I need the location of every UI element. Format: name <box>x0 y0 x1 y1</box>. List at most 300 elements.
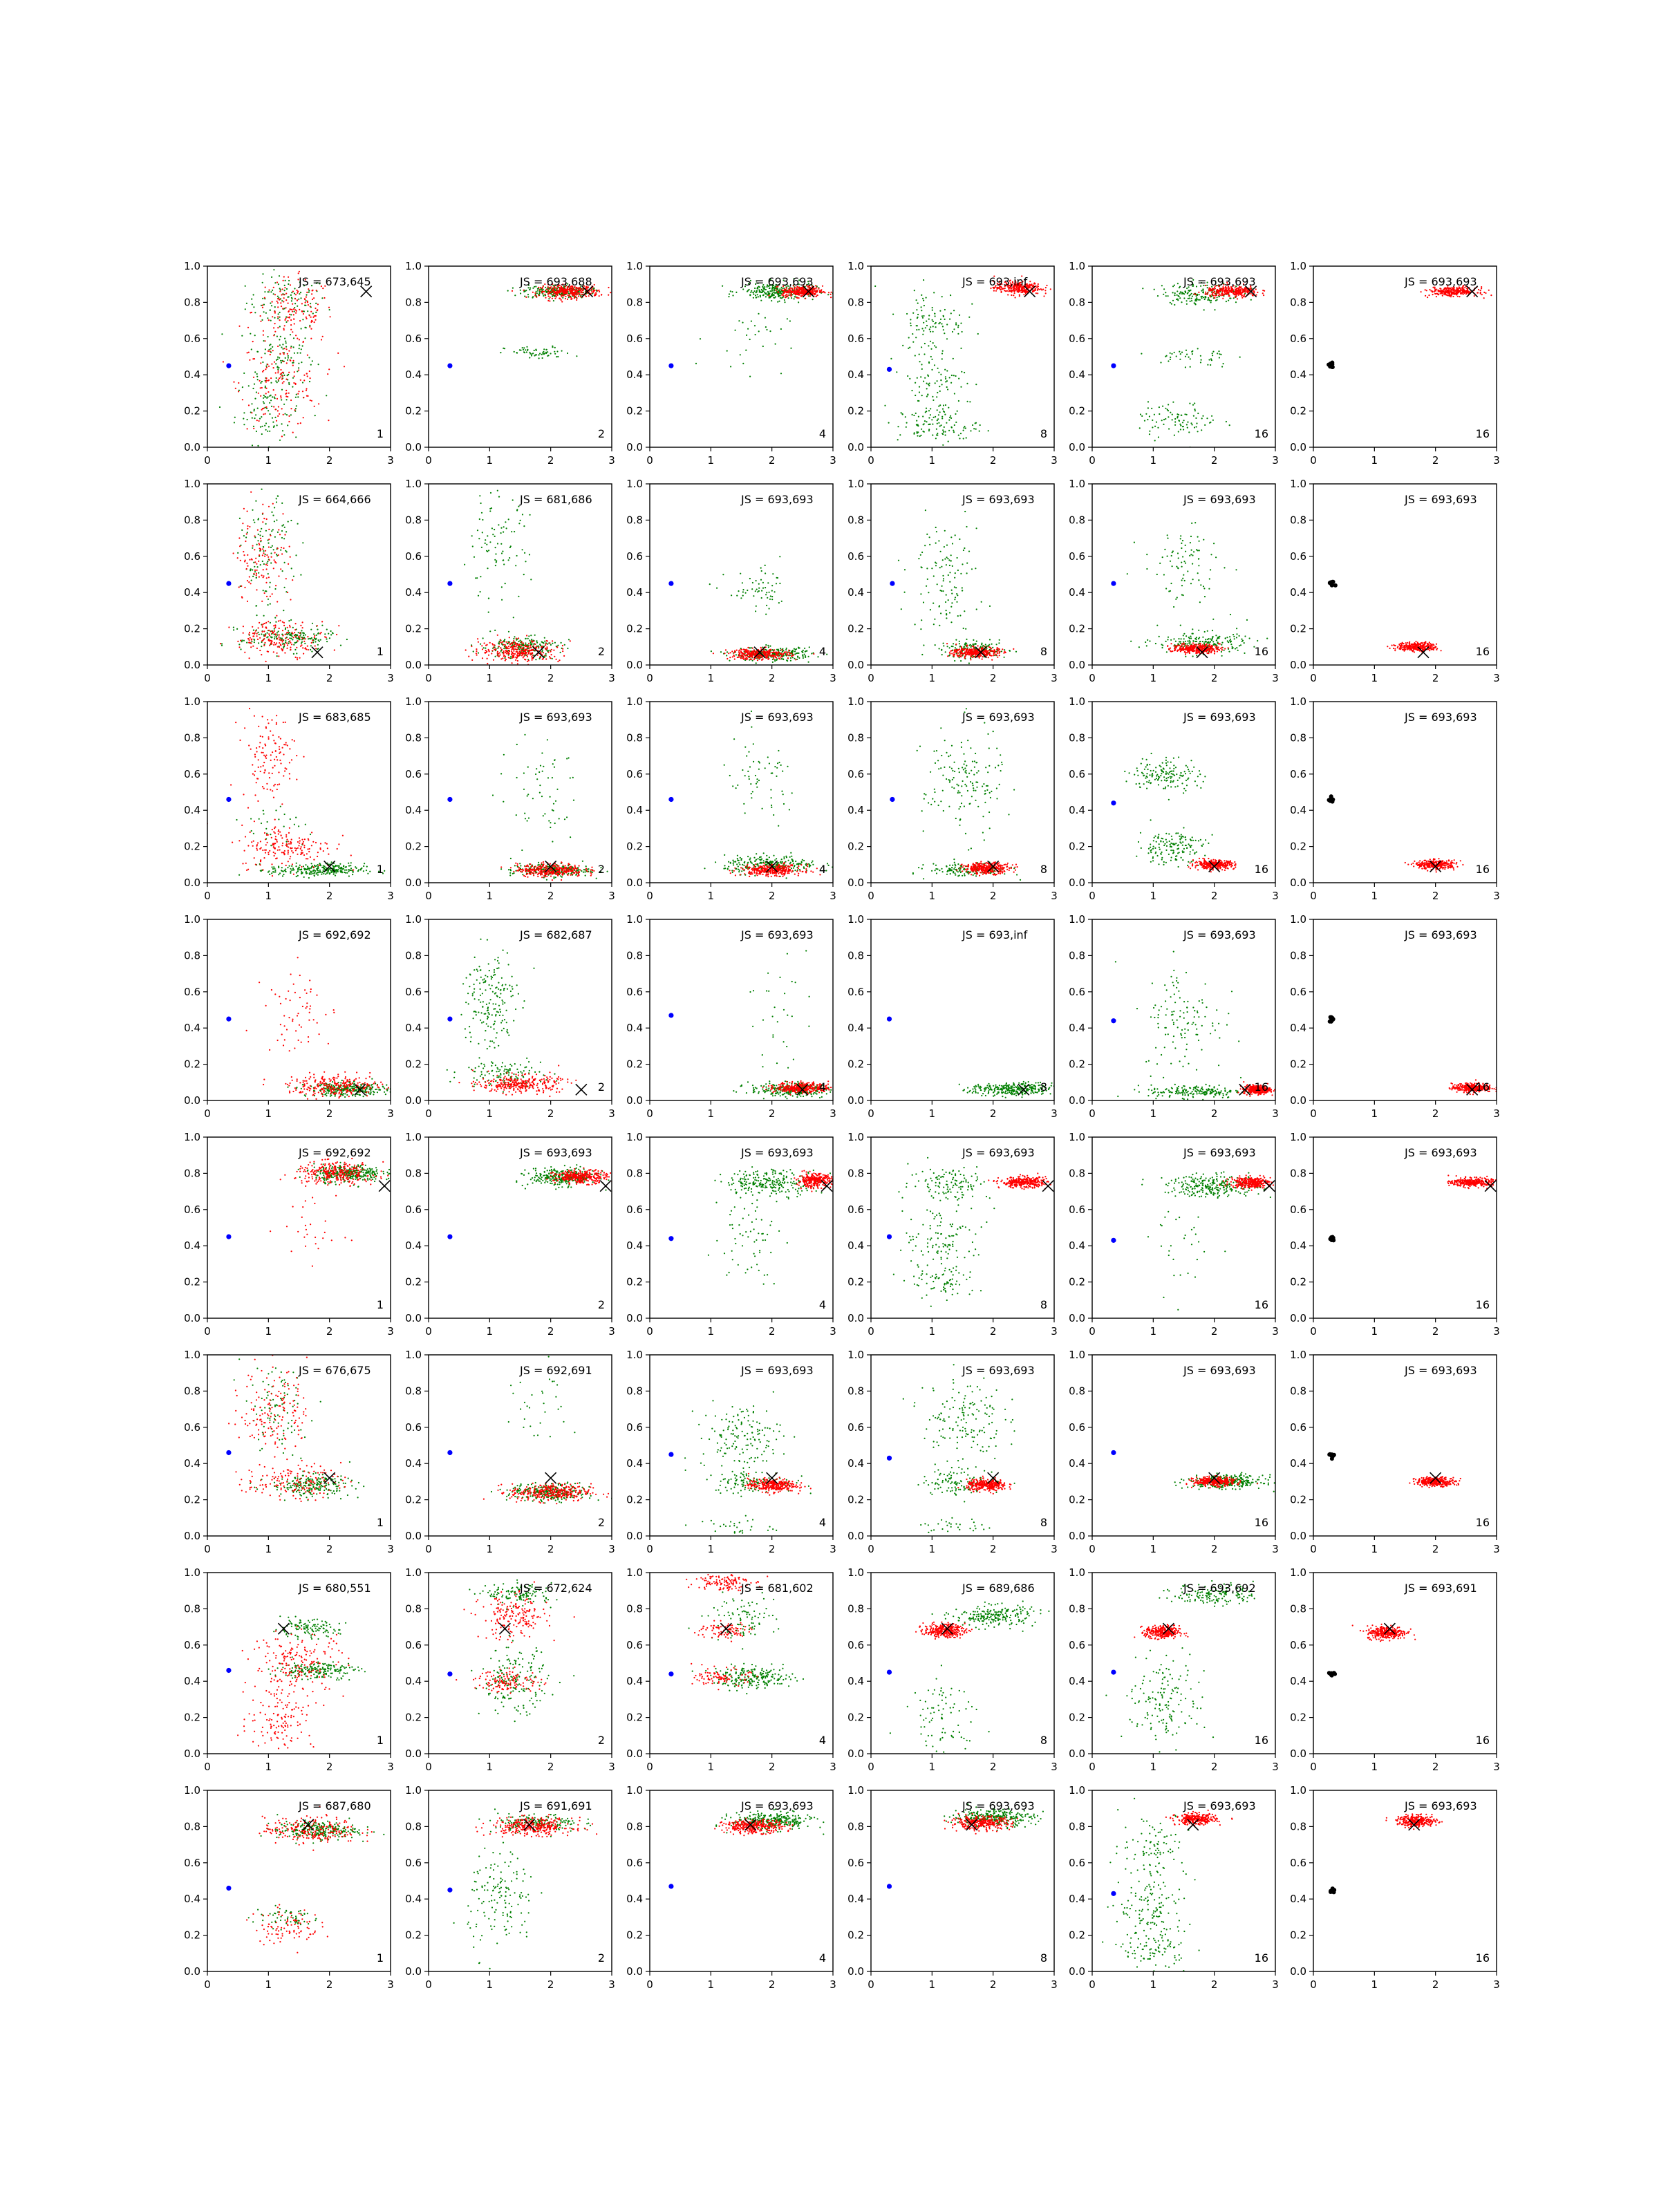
scatter-point-b <box>563 291 564 292</box>
y-tick-label: 0.6 <box>1290 332 1306 345</box>
scatter-point-b <box>521 650 523 652</box>
scatter-point-b <box>289 625 290 626</box>
scatter-point-a <box>730 290 731 292</box>
scatter-point-b <box>525 651 526 653</box>
y-tick-label: 0.0 <box>1290 441 1306 453</box>
scatter-point-a <box>488 550 489 551</box>
scatter-point-b <box>238 586 240 588</box>
scatter-point-b <box>576 290 577 292</box>
scatter-point-a <box>270 582 271 583</box>
scatter-point-b <box>487 663 488 664</box>
scatter-point-b <box>255 630 256 632</box>
scatter-point-a <box>1151 408 1152 409</box>
scatter-point-a <box>1154 414 1155 415</box>
scatter-point-a <box>297 634 298 635</box>
scatter-point-b <box>1014 290 1015 291</box>
scatter-point-a <box>1165 292 1166 293</box>
scatter-point-a <box>298 363 299 364</box>
scatter-point-b <box>286 642 288 644</box>
scatter-point-a <box>934 364 935 366</box>
scatter-point-b <box>283 329 285 330</box>
scatter-point-a <box>548 288 550 290</box>
scatter-point-a <box>1182 422 1183 423</box>
scatter-point-a <box>276 636 277 637</box>
scatter-point-a <box>257 351 259 353</box>
scatter-point-b <box>306 390 307 391</box>
scatter-point-b <box>297 393 299 395</box>
scatter-point-a <box>288 283 289 285</box>
scatter-point-b <box>562 645 563 646</box>
scatter-point-b <box>283 294 285 295</box>
scatter-point-a <box>892 314 894 315</box>
scatter-point-a <box>907 375 908 377</box>
scatter-point-b <box>273 367 274 368</box>
scatter-point-a <box>286 551 288 552</box>
scatter-point-a <box>1188 431 1190 433</box>
scatter-point-b <box>282 635 283 636</box>
scatter-point-a <box>310 629 312 630</box>
scatter-point-a <box>526 351 527 353</box>
scatter-point-b <box>259 547 261 549</box>
scatter-point-a <box>1220 354 1221 355</box>
scatter-point-a <box>735 330 736 331</box>
scatter-point-a <box>273 269 274 270</box>
scatter-point-a <box>267 431 268 432</box>
scatter-point-b <box>557 661 559 662</box>
scatter-point-b <box>1005 290 1006 292</box>
scatter-point-a <box>899 434 901 435</box>
scatter-point-b <box>282 372 283 373</box>
scatter-point-b <box>276 301 278 302</box>
scatter-point-b <box>551 654 552 655</box>
scatter-point-a <box>924 420 926 422</box>
scatter-point-a <box>261 319 263 321</box>
scatter-point-a <box>545 353 547 354</box>
scatter-point-b <box>273 327 274 328</box>
scatter-point-b <box>266 577 268 579</box>
scatter-point-a <box>552 346 553 348</box>
scatter-point-b <box>527 656 528 657</box>
scatter-point-b <box>563 293 564 294</box>
scatter-point-b <box>279 299 281 300</box>
scatter-point-b <box>574 293 576 294</box>
scatter-point-b <box>263 630 265 632</box>
scatter-point-b <box>302 627 303 628</box>
y-tick-label: 0.8 <box>405 296 422 308</box>
scatter-point-a <box>495 553 496 554</box>
scatter-point-a <box>931 369 932 371</box>
scatter-point-b <box>562 650 563 652</box>
scatter-point-b <box>544 655 545 656</box>
scatter-point-a <box>292 627 294 628</box>
scatter-point-b <box>1451 290 1452 291</box>
scatter-point-b <box>1452 290 1454 292</box>
scatter-point-a <box>310 649 311 650</box>
scatter-point-a <box>944 427 945 428</box>
scatter-point-a <box>302 319 303 320</box>
scatter-point-b <box>518 645 520 646</box>
scatter-point-a <box>1163 288 1165 290</box>
scatter-point-b <box>513 655 514 656</box>
scatter-point-a <box>1154 440 1156 441</box>
scatter-point-a <box>926 395 928 397</box>
scatter-point-a <box>923 381 924 382</box>
scatter-point-b <box>803 291 805 292</box>
scatter-point-b <box>1033 290 1035 291</box>
scatter-point-b <box>283 361 284 362</box>
scatter-point-b <box>1037 290 1038 291</box>
scatter-point-b <box>1210 296 1211 297</box>
scatter-point-a <box>912 333 913 335</box>
scatter-point-a <box>291 568 292 569</box>
scatter-point-b <box>262 305 263 306</box>
scatter-point-b <box>1228 294 1230 296</box>
scatter-point-a <box>301 328 302 329</box>
scatter-point-b <box>499 654 500 655</box>
scatter-point-a <box>1179 293 1181 294</box>
scatter-point-a <box>782 650 784 651</box>
scatter-point-a <box>486 550 487 552</box>
scatter-point-a <box>901 412 902 413</box>
scatter-point-b <box>791 291 792 292</box>
scatter-point-b <box>259 622 260 624</box>
scatter-point-a <box>263 397 264 399</box>
scatter-point-b <box>238 326 240 327</box>
scatter-point-a <box>1210 300 1212 301</box>
scatter-point-b <box>1214 293 1215 294</box>
scatter-point-b <box>1235 297 1236 298</box>
y-tick-label: 0.0 <box>847 441 864 453</box>
scatter-point-a <box>346 639 348 640</box>
scatter-point-a <box>780 648 781 649</box>
scatter-point-a <box>896 371 897 373</box>
scatter-point-b <box>263 370 264 371</box>
scatter-point-b <box>283 280 284 281</box>
scatter-point-b <box>595 294 597 295</box>
scatter-point-b <box>239 545 241 547</box>
scatter-point-a <box>1168 295 1169 297</box>
scatter-point-b <box>532 641 533 643</box>
scatter-point-b <box>268 290 270 291</box>
scatter-point-b <box>552 298 553 299</box>
scatter-point-b <box>271 364 272 365</box>
scatter-point-b <box>303 313 304 315</box>
scatter-point-b <box>250 646 252 648</box>
scatter-point-a <box>508 631 509 632</box>
scatter-point-b <box>289 640 290 641</box>
iteration-label: 2 <box>598 645 605 658</box>
scatter-point-a <box>1154 426 1156 427</box>
scatter-point-a <box>500 543 502 545</box>
scatter-point-b <box>1023 290 1024 291</box>
scatter-point-a <box>1196 297 1197 299</box>
scatter-point-b <box>1432 294 1434 295</box>
scatter-point-a <box>771 288 773 290</box>
scatter-point-a <box>285 346 287 348</box>
scatter-point-b <box>518 652 520 653</box>
scatter-point-b <box>279 413 280 415</box>
scatter-point-b <box>1443 293 1444 294</box>
scatter-point-b <box>578 290 579 291</box>
js-score-label: JS = 693,688 <box>519 275 592 288</box>
scatter-point-b <box>284 287 285 288</box>
scatter-point-b <box>260 395 261 397</box>
scatter-point-b <box>273 406 274 407</box>
scatter-point-b <box>525 653 527 654</box>
scatter-point-a <box>527 350 528 351</box>
scatter-point-a <box>263 550 264 552</box>
scatter-point-a <box>330 634 332 635</box>
scatter-point-b <box>301 303 303 304</box>
scatter-point-b <box>533 641 534 642</box>
scatter-point-a <box>1174 292 1176 294</box>
scatter-point-a <box>959 315 960 316</box>
scatter-point-b <box>491 650 493 651</box>
scatter-point-b <box>274 624 276 626</box>
scatter-point-a <box>295 554 297 556</box>
y-tick-label: 0.2 <box>847 405 864 418</box>
scatter-point-a <box>271 512 272 513</box>
scatter-point-b <box>547 300 549 301</box>
scatter-point-b <box>297 640 299 641</box>
scatter-point-b <box>559 298 560 299</box>
scatter-point-b <box>277 646 279 648</box>
scatter-point-a <box>774 294 775 296</box>
scatter-point-b <box>1483 292 1485 293</box>
y-tick-label: 0.8 <box>1290 296 1306 308</box>
scatter-point-a <box>295 408 297 409</box>
scatter-point-b <box>268 319 270 321</box>
scatter-point-b <box>538 294 539 296</box>
scatter-point-b <box>309 315 310 316</box>
scatter-point-a <box>485 539 486 541</box>
scatter-point-b <box>317 309 318 310</box>
subplot-r0-c0 <box>184 260 394 467</box>
scatter-point-b <box>1466 292 1468 293</box>
scatter-point-b <box>1038 288 1039 290</box>
scatter-point-a <box>1201 297 1202 299</box>
scatter-point-b <box>481 645 482 646</box>
scatter-point-b <box>321 632 322 633</box>
scatter-point-a <box>268 573 269 574</box>
scatter-point-b <box>816 287 817 288</box>
x-tick-label: 0 <box>1089 454 1096 467</box>
scatter-point-b <box>252 559 253 561</box>
scatter-point-a <box>711 650 712 652</box>
scatter-point-b <box>512 662 513 664</box>
scatter-point-a <box>939 425 941 427</box>
scatter-point-b <box>577 294 579 295</box>
scatter-point-a <box>1195 299 1197 300</box>
scatter-point-a <box>281 503 283 504</box>
scatter-point-a <box>529 554 530 555</box>
scatter-point-a <box>490 492 491 494</box>
scatter-point-b <box>292 291 294 292</box>
scatter-point-a <box>928 385 930 386</box>
scatter-point-a <box>897 439 899 440</box>
scatter-point-a <box>254 371 256 373</box>
scatter-point-a <box>272 290 273 291</box>
scatter-point-a <box>947 388 948 390</box>
scatter-point-b <box>520 653 521 654</box>
scatter-point-a <box>774 659 776 661</box>
scatter-point-a <box>752 660 753 662</box>
scatter-point-a <box>299 344 300 346</box>
scatter-point-b <box>1205 293 1206 294</box>
scatter-point-a <box>937 434 938 435</box>
scatter-point-a <box>279 440 281 441</box>
scatter-point-a <box>275 621 276 623</box>
scatter-point-b <box>594 293 596 294</box>
scatter-point-b <box>299 271 300 272</box>
scatter-point-b <box>256 633 258 635</box>
scatter-point-a <box>928 319 930 320</box>
scatter-point-b <box>277 316 279 317</box>
scatter-point-a <box>1170 359 1171 360</box>
y-tick-label: 0.6 <box>405 332 422 345</box>
scatter-point-b <box>1198 292 1199 293</box>
scatter-point-a <box>273 293 274 294</box>
scatter-point-a <box>955 413 956 415</box>
scatter-point-a <box>917 424 919 425</box>
scatter-point-b <box>220 643 221 644</box>
scatter-point-a <box>1197 413 1199 414</box>
scatter-point-a <box>290 638 292 639</box>
scatter-point-b <box>510 646 512 648</box>
scatter-point-a <box>762 346 764 347</box>
scatter-point-a <box>495 656 496 657</box>
scatter-point-a <box>941 384 943 385</box>
scatter-point-b <box>262 521 263 523</box>
scatter-point-b <box>287 592 288 593</box>
scatter-point-b <box>262 307 263 308</box>
scatter-point-a <box>910 319 911 320</box>
scatter-point-b <box>521 645 523 646</box>
scatter-point-a <box>236 628 238 630</box>
scatter-point-b <box>306 373 308 374</box>
scatter-point-a <box>944 309 946 310</box>
scatter-point-a <box>254 571 256 572</box>
scatter-point-a <box>901 413 903 415</box>
scatter-point-b <box>547 295 549 297</box>
scatter-point-b <box>283 381 285 382</box>
scatter-point-b <box>530 646 532 648</box>
scatter-point-b <box>1044 290 1046 291</box>
scatter-point-b <box>285 637 286 639</box>
scatter-point-b <box>283 276 285 277</box>
scatter-point-a <box>326 638 327 639</box>
scatter-point-b <box>242 399 243 400</box>
scatter-point-a <box>274 617 276 619</box>
scatter-point-a <box>935 326 937 328</box>
scatter-point-b <box>258 627 259 628</box>
scatter-point-b <box>551 649 552 650</box>
scatter-point-b <box>324 636 326 637</box>
scatter-point-b <box>289 546 290 547</box>
scatter-point-b <box>268 651 269 653</box>
scatter-point-b <box>243 551 244 552</box>
y-tick-label: 0.4 <box>626 368 643 381</box>
scatter-point-a <box>909 378 910 379</box>
scatter-point-a <box>254 536 256 538</box>
y-tick-label: 1.0 <box>405 478 422 490</box>
scatter-point-b <box>303 653 304 655</box>
scatter-point-b <box>306 292 308 293</box>
scatter-point-a <box>528 635 529 637</box>
scatter-point-a <box>291 300 292 301</box>
scatter-point-a <box>527 296 529 297</box>
scatter-point-b <box>512 653 513 654</box>
scatter-point-b <box>599 291 600 292</box>
scatter-point-b <box>280 376 281 377</box>
scatter-point-b <box>304 299 306 300</box>
scatter-point-a <box>252 388 254 389</box>
scatter-point-a <box>301 348 302 350</box>
scatter-point-a <box>525 642 526 644</box>
scatter-point-a <box>553 300 554 301</box>
scatter-point-a <box>286 414 288 415</box>
scatter-point-b <box>1426 290 1427 291</box>
scatter-point-b <box>814 290 816 291</box>
scatter-point-a <box>263 615 265 617</box>
axes-frame <box>429 484 612 665</box>
scatter-point-a <box>1228 300 1229 301</box>
scatter-point-a <box>742 363 744 364</box>
scatter-point-b <box>288 372 290 373</box>
scatter-point-b <box>1207 294 1208 295</box>
scatter-point-a <box>532 297 533 299</box>
scatter-point-b <box>503 641 504 642</box>
scatter-point-b <box>294 629 296 630</box>
scatter-point-b <box>241 596 243 597</box>
scatter-point-a <box>518 641 520 642</box>
scatter-point-b <box>547 292 549 293</box>
scatter-point-a <box>812 299 814 300</box>
scatter-point-a <box>1174 435 1175 436</box>
scatter-point-a <box>1179 359 1181 360</box>
scatter-point-a <box>1198 299 1199 301</box>
scatter-point-a <box>233 629 234 630</box>
y-tick-label: 1.0 <box>626 260 643 272</box>
scatter-point-b <box>1438 294 1439 295</box>
scatter-point-b <box>798 297 800 299</box>
scatter-point-b <box>539 290 541 291</box>
x-tick-label: 1 <box>487 454 494 467</box>
scatter-point-b <box>1210 290 1212 291</box>
scatter-point-b <box>262 639 263 641</box>
scatter-point-b <box>278 529 279 530</box>
scatter-point-a <box>946 338 948 339</box>
scatter-point-a <box>279 288 281 289</box>
scatter-point-b <box>301 644 302 646</box>
scatter-point-a <box>749 376 751 377</box>
scatter-point-b <box>557 294 559 296</box>
scatter-point-a <box>263 401 264 402</box>
scatter-point-a <box>760 300 762 301</box>
scatter-point-a <box>294 303 296 304</box>
scatter-point-a <box>776 659 777 661</box>
scatter-point-a <box>274 638 275 639</box>
scatter-point-b <box>279 642 280 644</box>
scatter-point-b <box>306 318 307 319</box>
scatter-point-b <box>269 635 270 636</box>
scatter-point-a <box>258 534 259 535</box>
scatter-point-b <box>789 290 791 291</box>
scatter-point-b <box>523 657 524 658</box>
scatter-point-a <box>782 659 784 660</box>
scatter-point-b <box>491 643 493 644</box>
scatter-point-b <box>247 601 248 602</box>
